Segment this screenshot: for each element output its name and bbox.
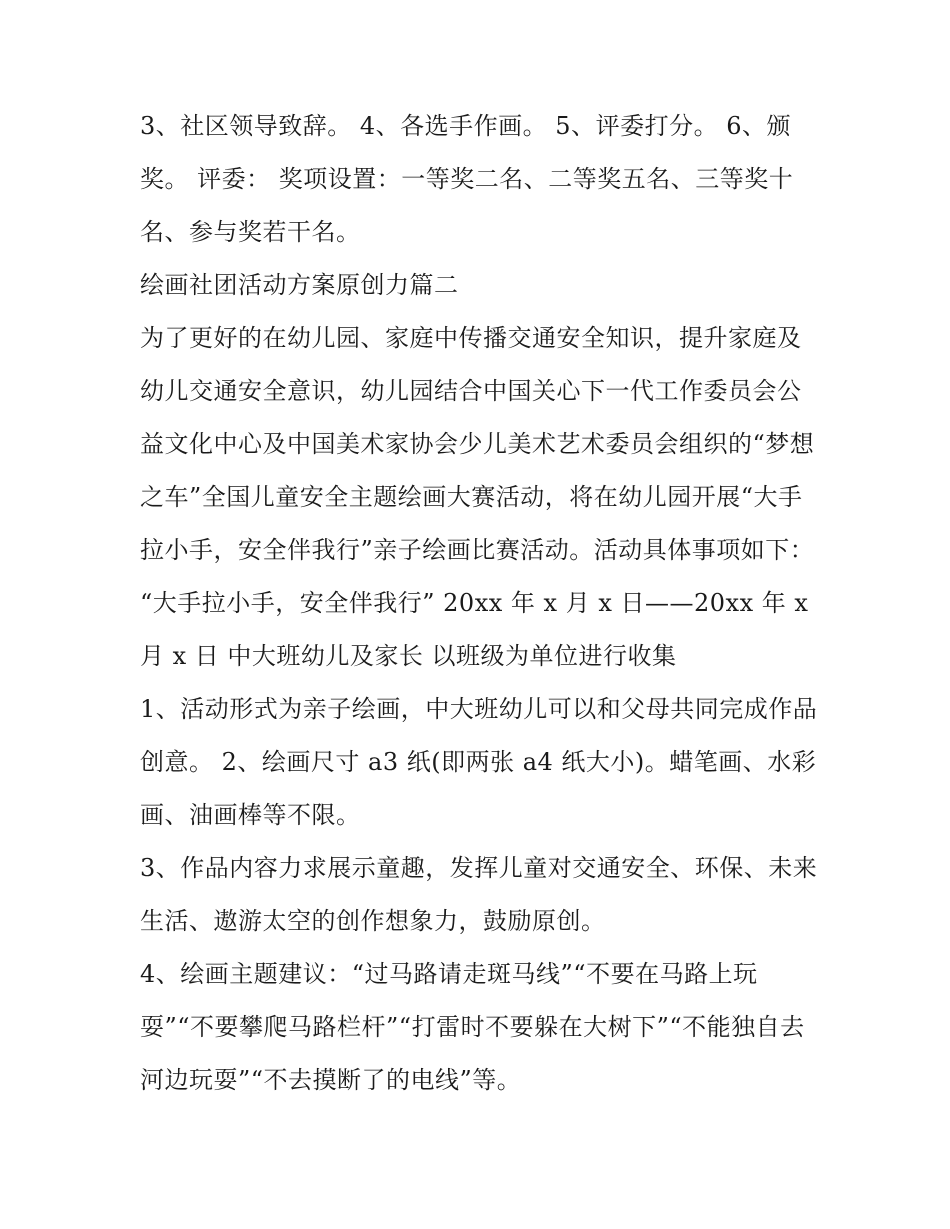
paragraph-intro: 为了更好的在幼儿园、家庭中传播交通安全知识，提升家庭及幼儿交通安全意识，幼儿园结合中国关心下一代工作委员会公益文化中心及中国美术家协会少儿美术艺术委员会组织的“梦想之车”全国儿童安全主题绘画大赛活动，将在幼儿园开展“大手拉小手，安全伴我行”亲子绘画比赛活动。活动具体事项如下： — [140, 324, 815, 564]
paragraph-rule-1-2: 1、活动形式为亲子绘画，中大班幼儿可以和父母共同完成作品创意。 2、绘画尺寸 a3 纸(即两张 a4 纸大小)。蜡笔画、水彩画、油画棒等不限。 — [140, 695, 818, 829]
paragraph-rule-3: 3、作品内容力求展示童趣，发挥儿童对交通安全、环保、未来生活、遨游太空的创作想象力，鼓励原创。 — [140, 854, 818, 935]
paragraph-theme-time: “大手拉小手，安全伴我行” 20xx 年 x 月 x 日——20xx 年 x 月 x 日 中大班幼儿及家长 以班级为单位进行收集 — [140, 589, 809, 670]
paragraph-rule-4: 4、绘画主题建议：“过马路请走斑马线”“不要在马路上玩耍”“不要攀爬马路栏杆”“打雷时不要躲在大树下”“不能独自去河边玩耍”“不去摸断了的电线”等。 — [140, 960, 805, 1094]
paragraph-award-settings: 3、社区领导致辞。 4、各选手作画。 5、评委打分。 6、颁奖。 评委： 奖项设置：一等奖二名、二等奖五名、三等奖十名、参与奖若干名。 — [140, 112, 794, 246]
section-heading: 绘画社团活动方案原创力篇二 — [140, 271, 459, 299]
document-body — [140, 100, 820, 1107]
